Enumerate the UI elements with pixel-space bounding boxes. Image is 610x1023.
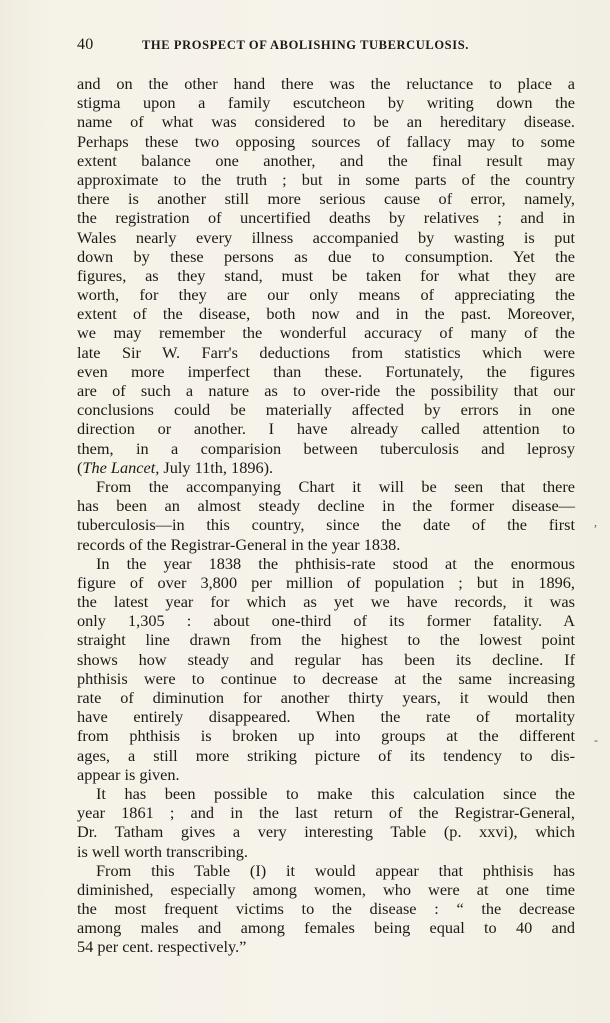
text-line: rate of diminution for another thirty years, it would then xyxy=(77,688,575,707)
text-line: have entirely disappeared. When the rate of mortality xyxy=(77,707,575,727)
text-line: shows how steady and regular has been its decline. If xyxy=(77,649,575,669)
text-line: down by these persons as due to consumption. Yet the xyxy=(77,246,575,266)
text-line: is well worth transcribing. xyxy=(77,841,248,861)
text-line: and on the other hand there was the reluctance to place a xyxy=(77,74,575,93)
text-line: appear is given. xyxy=(77,764,180,784)
running-head: THE PROSPECT OF ABOLISHING TUBERCULOSIS. xyxy=(142,38,469,52)
text-line: we may remember the wonderful accuracy of many of the xyxy=(77,323,575,343)
text-line: figure of over 3,800 per million of population ; but in 1896, xyxy=(77,572,575,592)
page-number: 40 xyxy=(77,36,94,53)
text-line: tuberculosis—in this country, since the date of the first xyxy=(77,515,575,535)
citation-journal: The Lancet, xyxy=(82,457,160,477)
margin-comma-mark: , xyxy=(594,515,597,529)
citation-rest: July 11th, 1896). xyxy=(159,457,274,477)
text-line: ages, a still more striking picture of its tendency to dis- xyxy=(77,745,575,765)
text-line: only 1,305 : about one-third of its former fatality. A xyxy=(77,611,575,631)
margin-dash-mark: - xyxy=(594,733,598,747)
text-line: straight line drawn from the highest to the lowest point xyxy=(77,630,575,650)
text-line: even more imperfect than these. Fortunately, the figures xyxy=(77,361,575,381)
text-line: the most frequent victims to the disease : “ the decrease xyxy=(77,899,575,919)
text-line: In the year 1838 the phthisis-rate stood at the enormous xyxy=(96,553,575,573)
text-line: figures, as they stand, must be taken for what they are xyxy=(77,265,575,285)
text-line: Wales nearly every illness accompanied by wasting is put xyxy=(77,227,575,247)
page-header xyxy=(77,36,527,56)
text-line: late Sir W. Farr's deductions from statistics which were xyxy=(77,342,575,362)
text-line: the latest year for which as yet we have records, it was xyxy=(77,592,575,612)
text-line: extent of the disease, both now and in the past. Moreover, xyxy=(77,304,575,324)
text-line: there is another still more serious cause of error, namely, xyxy=(77,189,575,209)
text-line: among males and among females being equal to 40 and xyxy=(77,918,575,938)
text-line: has been an almost steady decline in the former disease— xyxy=(77,496,575,516)
text-line: name of what was considered to be an hereditary disease. xyxy=(77,112,575,132)
text-line: records of the Registrar-General in the year 1838. xyxy=(77,534,401,554)
text-line: from phthisis is broken up into groups at the different xyxy=(77,726,575,746)
text-line: the registration of uncertified deaths by relatives ; and in xyxy=(77,208,575,228)
text-line: extent balance one another, and the final result may xyxy=(77,150,575,170)
text-line: From this Table (I) it would appear that phthisis has xyxy=(96,860,575,880)
text-line: Dr. Tatham gives a very interesting Table (p. xxvi), which xyxy=(77,822,575,842)
text-line: From the accompanying Chart it will be seen that there xyxy=(96,476,575,496)
text-line: year 1861 ; and in the last return of the Registrar-General, xyxy=(77,803,575,823)
text-line: Perhaps these two opposing sources of fallacy may to some xyxy=(77,131,575,151)
text-line: them, in a comparision between tuberculosis and leprosy xyxy=(77,438,575,458)
text-line: stigma upon a family escutcheon by writing down the xyxy=(77,93,575,113)
citation-line xyxy=(77,458,575,477)
text-line: It has been possible to make this calculation since the xyxy=(96,783,575,803)
text-line: phthisis were to continue to decrease at the same increasing xyxy=(77,668,575,688)
body-text xyxy=(77,74,575,957)
text-line: are of such a nature as to over-ride the possibility that our xyxy=(77,381,575,400)
text-line: diminished, especially among women, who were at one time xyxy=(77,879,575,899)
text-line: direction or another. I have already called attention to xyxy=(77,419,575,439)
text-line: 54 per cent. respectively.” xyxy=(77,937,247,957)
text-line: conclusions could be materially affected by errors in one xyxy=(77,400,575,420)
citation-open: ( xyxy=(77,457,83,477)
text-line: approximate to the truth ; but in some parts of the country xyxy=(77,169,575,189)
text-line: worth, for they are our only means of appreciating the xyxy=(77,285,575,305)
